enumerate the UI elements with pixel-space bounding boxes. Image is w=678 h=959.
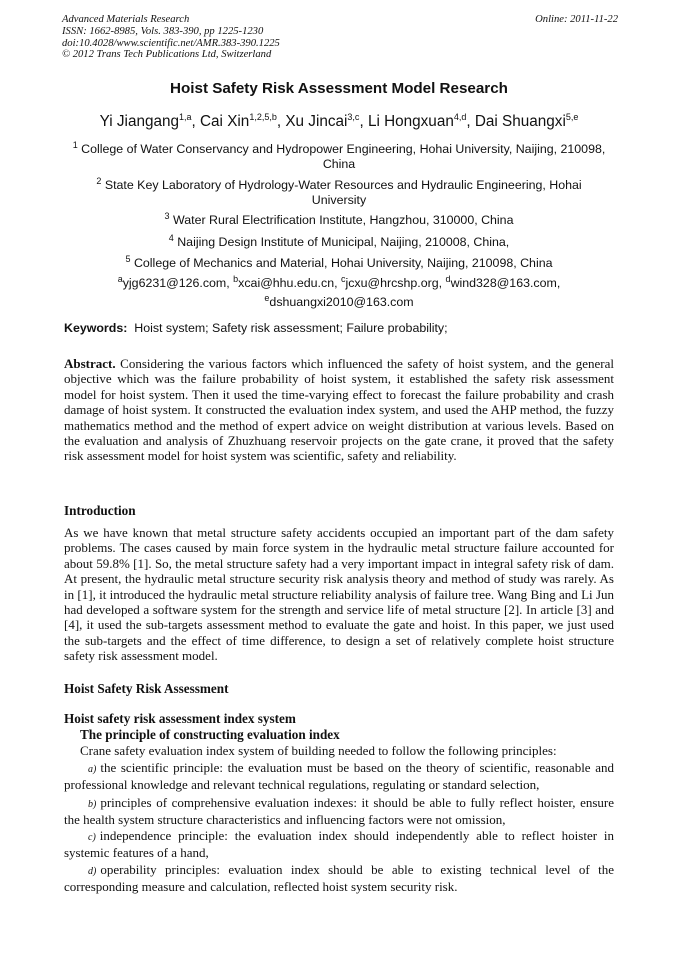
author-sup: 5,e: [565, 112, 579, 122]
item-text: operability principles: evaluation index should be able to existing technical level of the corresponding measure and calculation, reflected hoist system security risk.: [64, 862, 614, 895]
affiliation-sup: 1: [72, 140, 78, 150]
author: Dai Shuangxi: [474, 113, 566, 131]
item-letter: b): [88, 799, 97, 810]
email: dshuangxi2010@163.com: [269, 295, 414, 310]
affiliation: [40, 231, 638, 250]
affiliation: [40, 174, 638, 208]
author-sup: 1,a: [178, 112, 192, 122]
author-list: Yi Jiangang$^{1,a}$, Cai Xin$^{1,2,5,b}$, Xu Jincai$^{3,c}$, Li Hongxuan$^{4,d}$, Dai Shuangxi$^{5,e}$: [99, 112, 579, 131]
affiliation-line: Water Rural Electrification Institute, Hangzhou, 310000, China: [173, 213, 514, 228]
section-heading: Hoist Safety Risk Assessment: [64, 681, 229, 696]
online-date: Online: 2011-11-22: [535, 14, 618, 25]
abstract-label: Abstract.: [64, 356, 116, 371]
journal-header: [62, 14, 618, 61]
principle-item: [64, 760, 614, 793]
affiliation-line: College of Mechanics and Material, Hohai University, Naijing, 210098, China: [133, 256, 553, 271]
doi-line: doi:10.4028/www.scientific.net/AMR.383-390.1225: [62, 37, 280, 49]
email-sup: e: [264, 293, 270, 304]
email-sup: d: [445, 274, 451, 284]
affiliation-line: College of Water Conservancy and Hydropower Engineering, Hohai University, Naijing, 210098,: [81, 142, 606, 157]
keywords: [64, 321, 448, 335]
affiliation-line: University: [311, 193, 367, 208]
author: Li Hongxuan: [367, 113, 454, 131]
copyright-line: © 2012 Trans Tech Publications Ltd, Switzerland: [62, 49, 272, 61]
affiliation-sup: 3: [164, 211, 170, 221]
principles-lead: Crane safety evaluation index system of building needed to follow the following principles:: [80, 743, 557, 758]
item-text: principles of comprehensive evaluation indexes: it should be able to fully reflect hoister, ensure the health system structure characteristics and influencing factors were not omission,: [64, 795, 614, 828]
affiliation: [40, 138, 638, 172]
email-list: [40, 272, 638, 310]
paper-title: Hoist Safety Risk Assessment Model Research: [170, 80, 508, 97]
affiliation-sup: 2: [96, 176, 102, 186]
intro-heading: Introduction: [64, 503, 136, 518]
item-text: independence principle: the evaluation index should independently able to reflect hoister in systemic features of a hand,: [64, 828, 614, 861]
affiliation-line: Naijing Design Institute of Municipal, Naijing, 210008, China,: [177, 235, 510, 250]
email: yjg6231@126.com,: [122, 276, 230, 291]
principle-item: [64, 828, 614, 861]
author: Yi Jiangang: [99, 113, 179, 131]
affiliation-line: State Key Laboratory of Hydrology-Water Resources and Hydraulic Engineering, Hohai: [104, 178, 582, 193]
abstract: [64, 356, 614, 464]
affiliation-sup: 4: [168, 233, 174, 243]
author-sup: 3,c: [347, 112, 360, 122]
subsubsection-heading: The principle of constructing evaluation index: [80, 727, 340, 742]
intro-text: As we have known that metal structure safety accidents occupied an important part of the dam safety problems. The cases caused by main force system in the hydraulic metal structure failure accounted for about 59.8% [1]. So, the metal structure safety had a very important impact in integral safety risk of dam. At present, the hydraulic metal structure security risk analysis theory and method of study was rarely. As in [1], it introduced the hydraulic metal structure reliability analysis of failure tree. Wang Bing and Li Jun had developed a software system for the strength and service life of metal structure [2]. In article [3] and [4], it used the sub-targets assessment method to evaluate the gate and hoist. In this paper, we just used the sub-targets and the effect of time difference, to design a set of relatively complete hoist structure safety risk assessment model.: [64, 525, 614, 664]
item-letter: c): [88, 832, 96, 843]
item-letter: a): [88, 764, 97, 775]
email: wind328@163.com,: [450, 276, 561, 291]
keywords-text: Hoist system; Safety risk assessment; Failure probability;: [134, 321, 448, 335]
principle-item: [64, 795, 614, 828]
author: Cai Xin: [200, 113, 250, 131]
item-letter: d): [88, 866, 97, 877]
journal-name: Advanced Materials Research: [62, 14, 190, 25]
email: jcxu@hrcshp.org,: [345, 276, 443, 291]
author-sup: 4,d: [453, 112, 467, 122]
affiliation-sup: 5: [125, 254, 131, 264]
affiliation: [40, 252, 638, 271]
email: xcai@hhu.edu.cn,: [238, 276, 338, 291]
author-sup: 1,2,5,b: [249, 112, 277, 122]
affiliation-line: China: [322, 157, 356, 172]
abstract-text: Considering the various factors which influenced the safety of hoist system, and the general objective which was the failure probability of hoist system, it established the safety risk assessment model for hoist system. Then it used the time-varying effect to forecast the failure probability and crash damage of hoist system. It constructed the evaluation index system, and used the AHP method, the fuzzy mathematics method and the method of expert advice on weight distribution at various levels. Based on the evaluation and analysis of Zhuzhuang reservoir projects on the gate crane, it proved that the safety risk assessment model for hoist system was scientific, safety and reliability.: [64, 356, 614, 464]
keywords-label: Keywords:: [64, 321, 128, 335]
issn-line: ISSN: 1662-8985, Vols. 383-390, pp 1225-1230: [62, 25, 264, 37]
email-sup: a: [117, 274, 123, 284]
affiliation: [40, 209, 638, 228]
email-sup: b: [233, 274, 239, 284]
subsection-heading: Hoist safety risk assessment index system: [64, 711, 296, 726]
item-text: the scientific principle: the evaluation must be based on the theory of scientific, reasonable and professional knowledge and relevant technical regulations, regulating or standard selection,: [64, 760, 614, 793]
author: Xu Jincai: [285, 113, 348, 131]
principle-item: [64, 862, 614, 895]
email-sup: c: [340, 274, 346, 284]
